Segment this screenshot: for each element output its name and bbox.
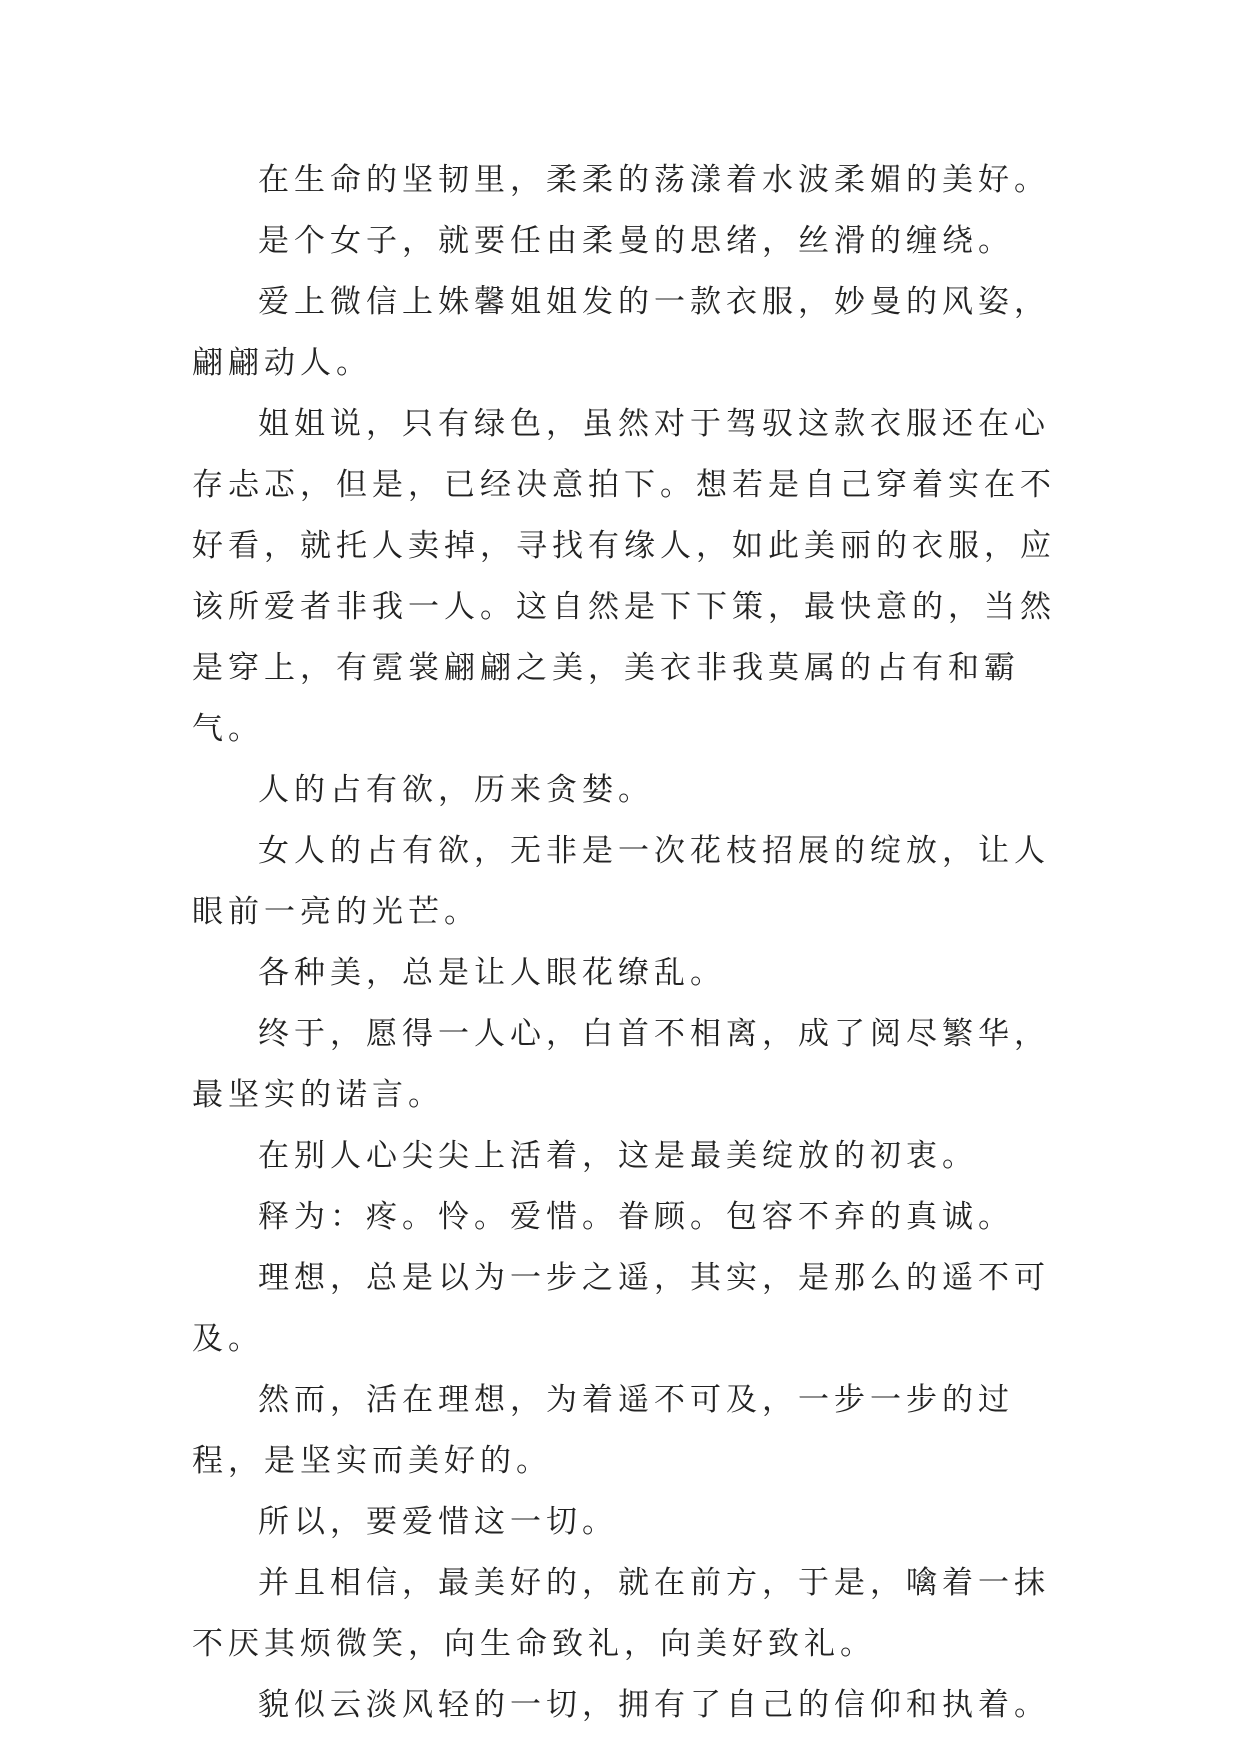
- paragraph: 释为：疼。怜。爱惜。眷顾。包容不弃的真诚。: [258, 1199, 1014, 1235]
- paragraph: 是个女子，就要任由柔曼的思绪，丝滑的缠绕。: [258, 223, 1014, 259]
- paragraph: 貌似云淡风轻的一切，拥有了自己的信仰和执着。: [258, 1687, 1050, 1723]
- paragraph: 各种美，总是让人眼花缭乱。: [258, 955, 726, 991]
- paragraph: 人的占有欲，历来贪婪。: [258, 772, 654, 808]
- paragraph: 爱上微信上姝馨姐姐发的一款衣服，妙曼的风姿，翩翩动人。: [192, 284, 1050, 381]
- paragraph: 终于，愿得一人心，白首不相离，成了阅尽繁华，最坚实的诺言。: [192, 1016, 1050, 1113]
- paragraph: 在生命的坚韧里，柔柔的荡漾着水波柔媚的美好。: [258, 162, 1050, 198]
- paragraph: 女人的占有欲，无非是一次花枝招展的绽放，让人眼前一亮的光芒。: [192, 833, 1050, 930]
- paragraph: 理想，总是以为一步之遥，其实，是那么的遥不可及。: [192, 1260, 1050, 1357]
- paragraph: 姐姐说，只有绿色，虽然对于驾驭这款衣服还在心存忐忑，但是，已经决意拍下。想若是自己穿着实在不好看，就托人卖掉，寻找有缘人，如此美丽的衣服，应该所爱者非我一人。这自然是下下策，最快意的，当然是穿上，有霓裳翩翩之美，美衣非我莫属的占有和霸气。: [192, 406, 1056, 747]
- paragraph: 所以，要爱惜这一切。: [258, 1504, 618, 1540]
- article-body: [192, 150, 1072, 1736]
- paragraph: 并且相信，最美好的，就在前方，于是，噙着一抹不厌其烦微笑，向生命致礼，向美好致礼。: [192, 1565, 1050, 1662]
- paragraph: 然而，活在理想，为着遥不可及，一步一步的过程，是坚实而美好的。: [192, 1382, 1014, 1479]
- paragraph: 在别人心尖尖上活着，这是最美绽放的初衷。: [258, 1138, 978, 1174]
